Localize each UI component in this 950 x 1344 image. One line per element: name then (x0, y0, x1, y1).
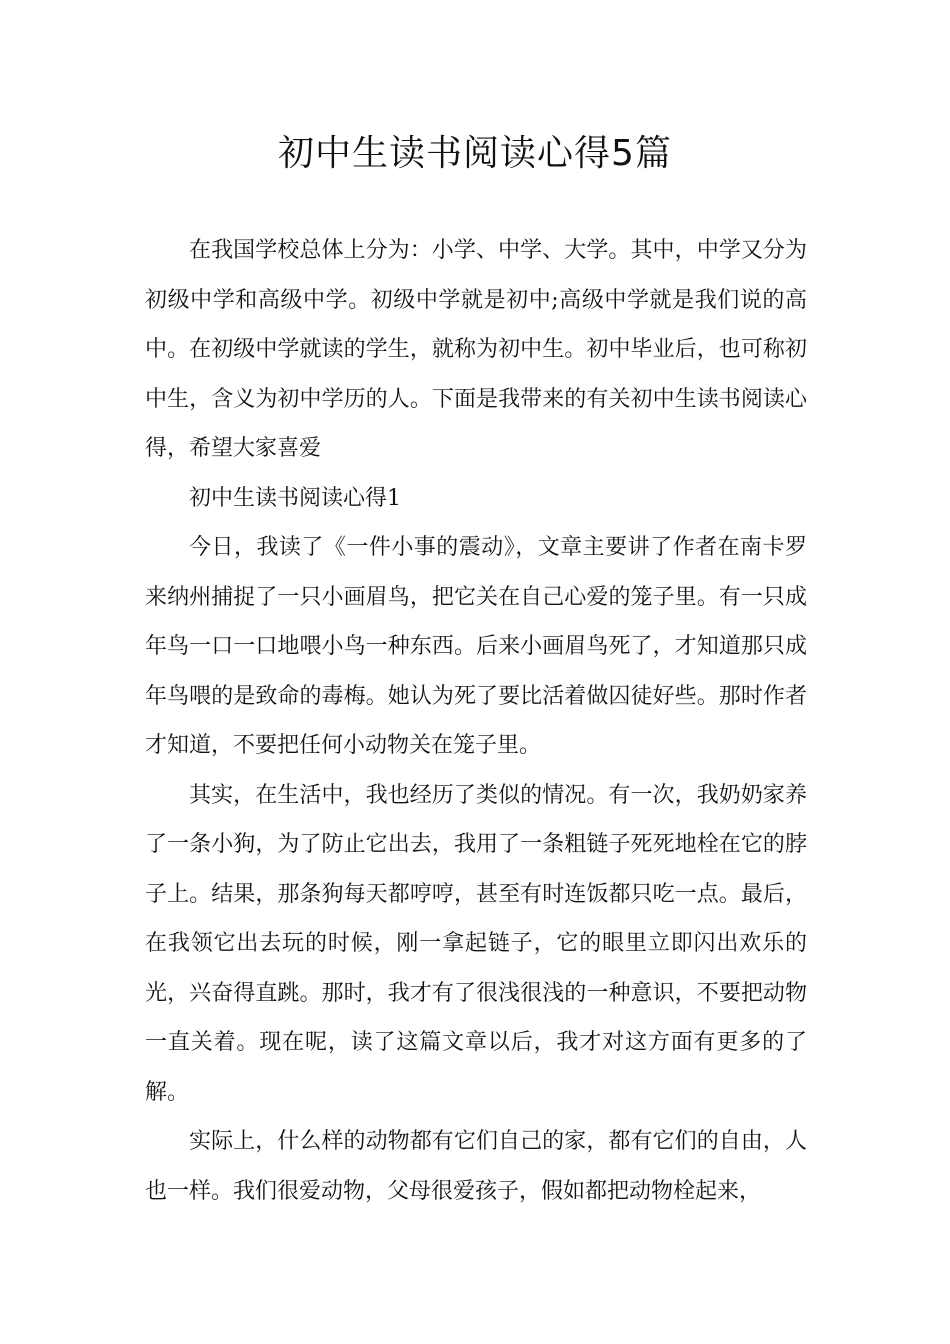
body-paragraph: 今日，我读了《一件小事的震动》，文章主要讲了作者在南卡罗来纳州捕捉了一只小画眉鸟，把它关在自己心爱的笼子里。有一只成年鸟一口一口地喂小鸟一种东西。后来小画眉鸟死了，才知道那只成年鸟喂的是致命的毒梅。她认为死了要比活着做囚徒好些。那时作者才知道，不要把任何小动物关在笼子里。 (145, 535, 807, 758)
body-paragraph: 实际上，什么样的动物都有它们自己的家，都有它们的自由，人也一样。我们很爱动物，父母很爱孩子，假如都把动物栓起来， (145, 1129, 807, 1204)
document-body (145, 226, 807, 1216)
intro-paragraph: 在我国学校总体上分为：小学、中学、大学。其中，中学又分为初级中学和高级中学。初级中学就是初中;高级中学就是我们说的高中。在初级中学就读的学生，就称为初中生。初中毕业后，也可称初中生，含义为初中学历的人。下面是我带来的有关初中生读书阅读心得，希望大家喜爱 (145, 238, 807, 461)
document-title: 初中生读书阅读心得5篇 (278, 133, 672, 174)
body-paragraph: 其实，在生活中，我也经历了类似的情况。有一次，我奶奶家养了一条小狗，为了防止它出去，我用了一条粗链子死死地栓在它的脖子上。结果，那条狗每天都哼哼，甚至有时连饭都只吃一点。最后，在我领它出去玩的时候，刚一拿起链子，它的眼里立即闪出欢乐的光，兴奋得直跳。那时，我才有了很浅很浅的一种意识，不要把动物一直关着。现在呢，读了这篇文章以后，我才对这方面有更多的了解。 (145, 782, 807, 1105)
section-heading-1: 初中生读书阅读心得1 (189, 485, 401, 511)
